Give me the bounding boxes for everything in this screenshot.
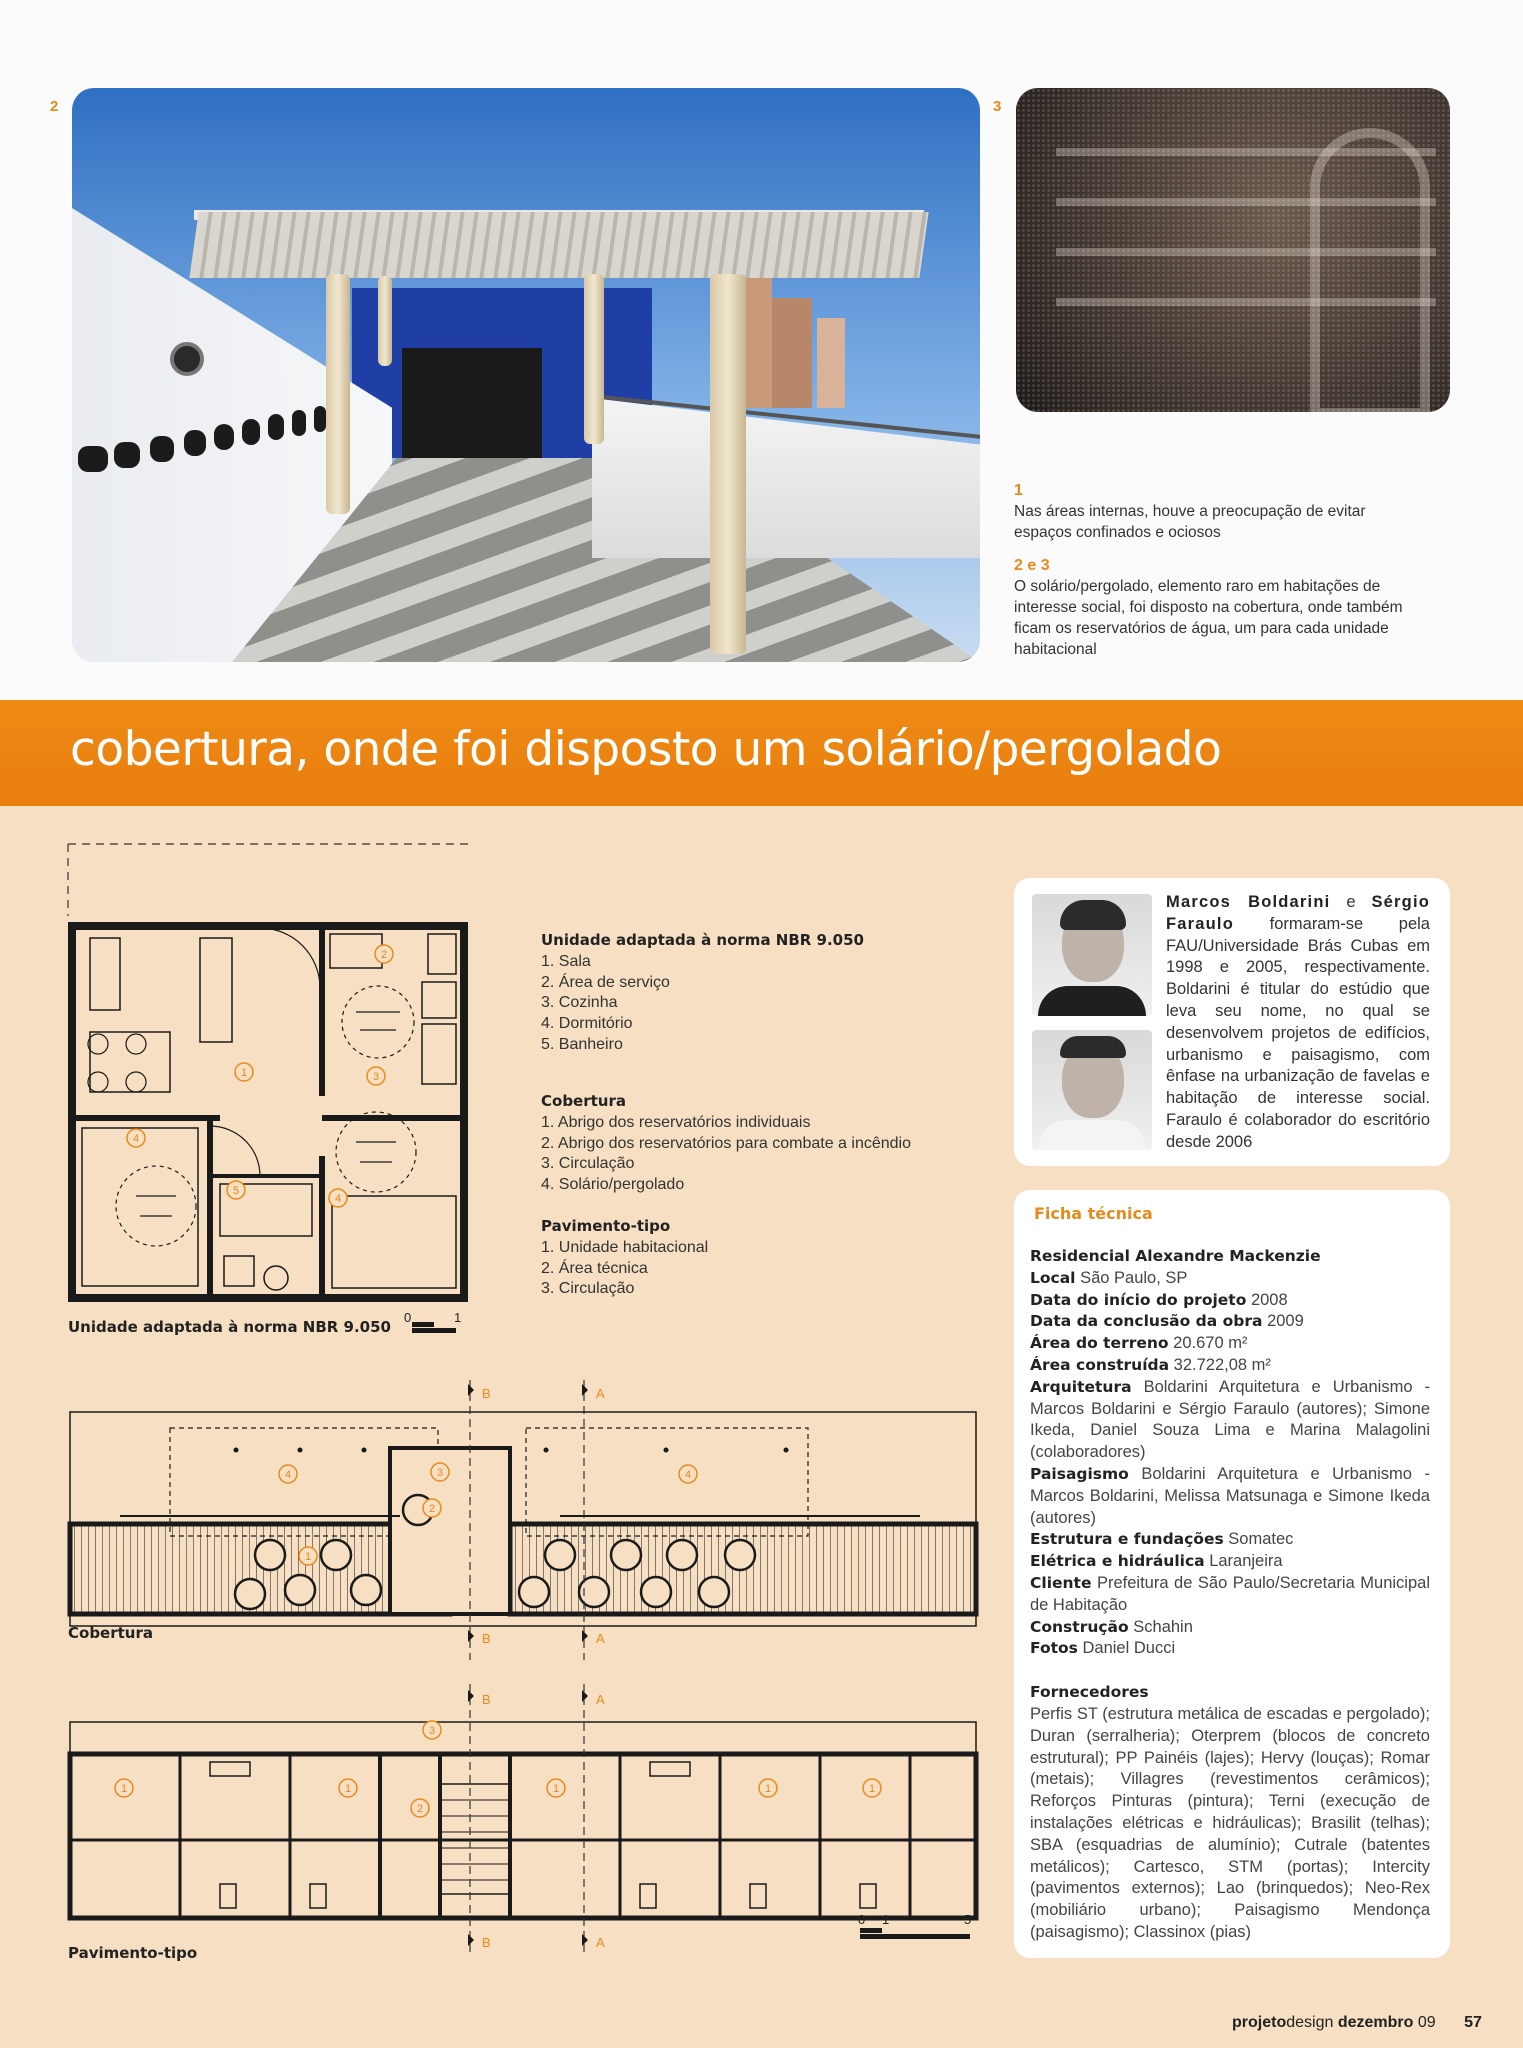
floor-plan-label: Pavimento-tipo — [68, 1944, 198, 1962]
svg-text:2: 2 — [380, 949, 388, 961]
svg-text:1: 1 — [344, 1783, 352, 1795]
svg-text:1: 1 — [868, 1783, 876, 1795]
figure-number-3: 3 — [993, 98, 1002, 115]
legend-unit: Unidade adaptada à norma NBR 9.050 1. Sala 2. Área de serviço 3. Cozinha 4. Dormitório 5. Banheiro — [541, 931, 864, 1053]
unit-scale-0: 0 — [404, 1310, 412, 1325]
svg-text:2: 2 — [416, 1803, 424, 1815]
interior-corridor-photo — [1016, 88, 1450, 412]
svg-text:1: 1 — [120, 1783, 128, 1795]
svg-text:5: 5 — [232, 1185, 240, 1197]
svg-text:1: 1 — [764, 1783, 772, 1795]
page-footer — [1232, 2014, 1482, 2032]
ficha-row: Estrutura e fundações Somatec — [1030, 1530, 1294, 1549]
floor-section-a-bottom: A — [596, 1935, 605, 1950]
typical-floor-plan — [60, 1684, 990, 1954]
floor-scale-0: 0 — [858, 1912, 866, 1927]
svg-text:4: 4 — [684, 1469, 692, 1481]
roof-section-b-bottom: B — [482, 1631, 491, 1646]
legend-roof: Cobertura 1. Abrigo dos reservatórios individuais 2. Abrigo dos reservatórios para combate a incêndio 3. Circulação 4. Solário/pergolado — [541, 1092, 911, 1194]
floor-section-b-bottom: B — [482, 1935, 491, 1950]
svg-text:1: 1 — [240, 1067, 248, 1079]
svg-text:1: 1 — [552, 1783, 560, 1795]
magazine-brand: projetodesign — [1232, 2014, 1334, 2031]
authors-bio-text: Marcos Boldarini e Sérgio Faraulo formaram-se pela FAU/Universidade Brás Cubas em 1998 e 2005, respectivamente. Boldarini é titular do estúdio que leva seu nome, no qual se desenvolvem projetos de edifícios, urbanismo e paisagismo, com ênfase na urbanização de favelas e habitação de interesse social. Faraulo é colaborador do escritório desde 2006 — [1166, 893, 1431, 1151]
technical-sheet-body: Residencial Alexandre Mackenzie Local São Paulo, SP Data do início do projeto 2008 Data da conclusão da obra 2009 Área do terreno 20.670 m² Área construída 32.722,08 m² Arquitetura Boldarini Arquitetura e Urbanismo - Marcos Boldarini e Sérgio Faraulo (autores); Simone Ikeda, Daniel Souza Lima e Marina Malagolini (colaboradores) Paisagismo Boldarini Arquitetura e Urbanismo - Marcos Boldarini, Melissa Matsunaga e Simone Ikeda (autores) Estrutura e fundações Somatec Elétrica e hidráulica Laranjeira Cliente Prefeitura de São Paulo/Secretaria Municipal de Habitação Construção Schahin Fotos Daniel Ducci Fornecedores Perfis ST (estrutura metálica de escadas e pergolado); Duran (serralheria); Oterprem (blocos de concreto estrutural); PP Painéis (lajes); Hervy (louças); Romar (metais); Villagres (revestimentos cerâmicos); Reforços Pinturas (pintura); Terni (execução de instalações elétricas e hidráulicas); Brasilit (telhas); SBA (esquadrias de alumínio); Cutrale (batentes metálicos); Cartesco, STM (portas); Intercity (pavimentos externos); Lao (brinquedos); Neo-Rex (mobiliário urbano); Paisagismo Mendonça (paisagismo); Classinox (pias) — [1030, 1246, 1430, 1944]
technical-sheet-title: Ficha técnica — [1034, 1204, 1153, 1223]
page-number: 57 — [1464, 2014, 1482, 2031]
roof-section-a: A — [596, 1386, 605, 1401]
photo-captions — [1014, 480, 1414, 672]
roof-section-b: B — [482, 1386, 491, 1401]
caption-2-3: 2 e 3 O solário/pergolado, elemento raro em habitações de interesse social, foi disposto na cobertura, onde também ficam os reservatórios de água, um para cada unidade habitacional — [1014, 557, 1403, 658]
suppliers-title: Fornecedores — [1030, 1683, 1149, 1702]
issue-year: 09 — [1417, 2014, 1436, 2031]
roof-plan-label: Cobertura — [68, 1624, 153, 1642]
floor-section-b: B — [482, 1692, 491, 1707]
banner-title: cobertura, onde foi disposto um solário/pergolado — [70, 722, 1222, 777]
portrait-marcos-boldarini — [1032, 894, 1152, 1016]
ficha-row: Cliente Prefeitura de São Paulo/Secretaria Municipal de Habitação — [1030, 1573, 1430, 1614]
svg-text:4: 4 — [284, 1469, 292, 1481]
svg-text:3: 3 — [372, 1071, 380, 1083]
portrait-sergio-faraulo — [1032, 1030, 1152, 1150]
floor-section-a: A — [596, 1692, 605, 1707]
ficha-row: Fotos Daniel Ducci — [1030, 1639, 1176, 1658]
ficha-row: Elétrica e hidráulica Laranjeira — [1030, 1552, 1283, 1571]
unit-floor-plan — [60, 836, 480, 1356]
rooftop-pergola-photo — [72, 88, 980, 662]
ficha-row: Data da conclusão da obra 2009 — [1030, 1312, 1304, 1331]
ficha-row: Construção Schahin — [1030, 1617, 1193, 1636]
photo-section — [0, 0, 1523, 700]
svg-text:3: 3 — [436, 1467, 444, 1479]
section-banner — [0, 700, 1523, 806]
ficha-row: Área do terreno 20.670 m² — [1030, 1334, 1248, 1353]
caption-1: 1 Nas áreas internas, houve a preocupação de evitar espaços confinados e ociosos — [1014, 482, 1366, 541]
suppliers-text: Perfis ST (estrutura metálica de escadas e pergolado); Duran (serralheria); Oterprem (blocos de concreto estrutural); PP Painéis (lajes); Hervy (louças); Romar (metais); Villagres (revestimentos cerâmicos); Reforços Pinturas (pintura); Terni (execução de instalações elétricas e hidráulicas); Brasilit (telhas); SBA (esquadrias de alumínio); Cutrale (batentes metálicos); Cartesco, STM (portas); Intercity (pavimentos externos); Lao (brinquedos); Neo-Rex (mobiliário urbano); Paisagismo Mendonça (paisagismo); Classinox (pias) — [1030, 1704, 1430, 1941]
ficha-row: Local São Paulo, SP — [1030, 1268, 1188, 1287]
unit-plan-label: Unidade adaptada à norma NBR 9.050 — [68, 1318, 391, 1336]
ficha-row: Arquitetura Boldarini Arquitetura e Urbanismo - Marcos Boldarini e Sérgio Faraulo (autores); Simone Ikeda, Daniel Souza Lima e Marina Malagolini (colaboradores) — [1030, 1377, 1430, 1462]
svg-text:4: 4 — [132, 1133, 140, 1145]
ficha-row: Data do início do projeto 2008 — [1030, 1290, 1288, 1309]
floor-scale-5: 5 — [964, 1912, 972, 1927]
ficha-row: Área construída 32.722,08 m² — [1030, 1355, 1271, 1374]
figure-number-2: 2 — [50, 98, 59, 115]
issue-month: dezembro — [1337, 2014, 1414, 2031]
svg-text:1: 1 — [304, 1551, 312, 1563]
svg-text:4: 4 — [334, 1193, 342, 1205]
ficha-row: Paisagismo Boldarini Arquitetura e Urbanismo - Marcos Boldarini, Melissa Matsunaga e Simone Ikeda (autores) — [1030, 1464, 1430, 1527]
floor-scale-1: 1 — [882, 1912, 890, 1927]
roof-plan — [60, 1380, 990, 1660]
svg-text:2: 2 — [428, 1503, 436, 1515]
legend-floor: Pavimento-tipo 1. Unidade habitacional 2. Área técnica 3. Circulação — [541, 1217, 709, 1298]
svg-text:3: 3 — [428, 1725, 436, 1737]
unit-scale-1: 1 — [454, 1310, 462, 1325]
roof-section-a-bottom: A — [596, 1631, 605, 1646]
